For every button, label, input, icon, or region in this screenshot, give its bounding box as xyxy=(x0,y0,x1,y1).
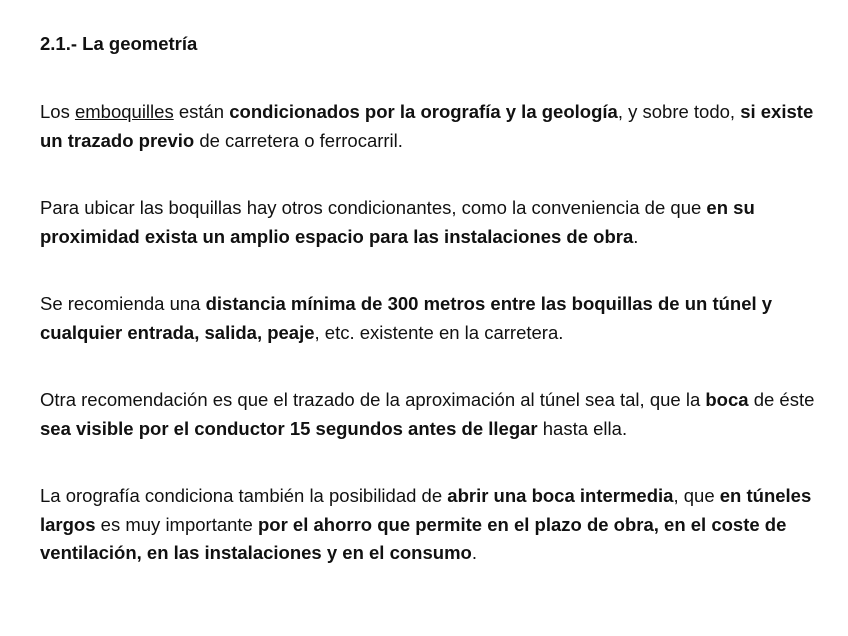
bold-text-run: por el ahorro que permite en el plazo de obra, en el coste de ventilación, en las instalaciones y en el consumo xyxy=(40,513,787,563)
bold-text-run: en su proximidad exista un amplio espacio para las instalaciones de obra xyxy=(40,197,755,247)
bold-text-run: distancia mínima de 300 metros entre las boquillas de un túnel y cualquier entrada, salida, peaje xyxy=(40,293,773,343)
text-run: Para ubicar las boquillas hay otros condicionantes, como la conveniencia de que xyxy=(40,197,707,218)
paragraph-boca-intermedia xyxy=(40,482,818,568)
text-run: Se recomienda una xyxy=(40,293,206,314)
bold-text-run: sea visible por el conductor 15 segundos antes de llegar xyxy=(40,417,538,439)
bold-text-run: condicionados por la orografía y la geología xyxy=(229,101,618,122)
text-run: Los xyxy=(40,101,75,122)
text-run: hasta ella. xyxy=(537,417,628,439)
text-run: de carretera o ferrocarril. xyxy=(194,129,403,151)
text-run: de éste xyxy=(748,389,815,410)
text-run: , que xyxy=(673,485,720,506)
text-run: . xyxy=(471,542,477,563)
bold-text-run: en túneles largos xyxy=(40,485,812,535)
text-run: , y sobre todo, xyxy=(617,101,741,122)
text-run: Otra recomendación es que el trazado de la aproximación al túnel sea tal, que la xyxy=(40,389,706,410)
text-run: . xyxy=(633,225,639,247)
paragraph-visibilidad xyxy=(40,386,818,443)
paragraph-emboquilles xyxy=(40,98,818,155)
underlined-term-emboquilles: emboquilles xyxy=(74,101,174,122)
text-run: , etc. existente en la carretera. xyxy=(314,321,564,343)
bold-text-run: abrir una boca intermedia xyxy=(447,485,674,506)
paragraph-distancia xyxy=(40,290,818,347)
bold-text-run: si existe un trazado previo xyxy=(40,101,814,151)
section-heading: 2.1.- La geometría xyxy=(40,33,198,54)
text-run: es muy importante xyxy=(95,513,258,535)
text-run: La orografía condiciona también la posibilidad de xyxy=(40,485,448,506)
paragraph-boquillas xyxy=(40,194,818,251)
bold-text-run: boca xyxy=(705,389,749,410)
text-run: están xyxy=(173,101,230,122)
